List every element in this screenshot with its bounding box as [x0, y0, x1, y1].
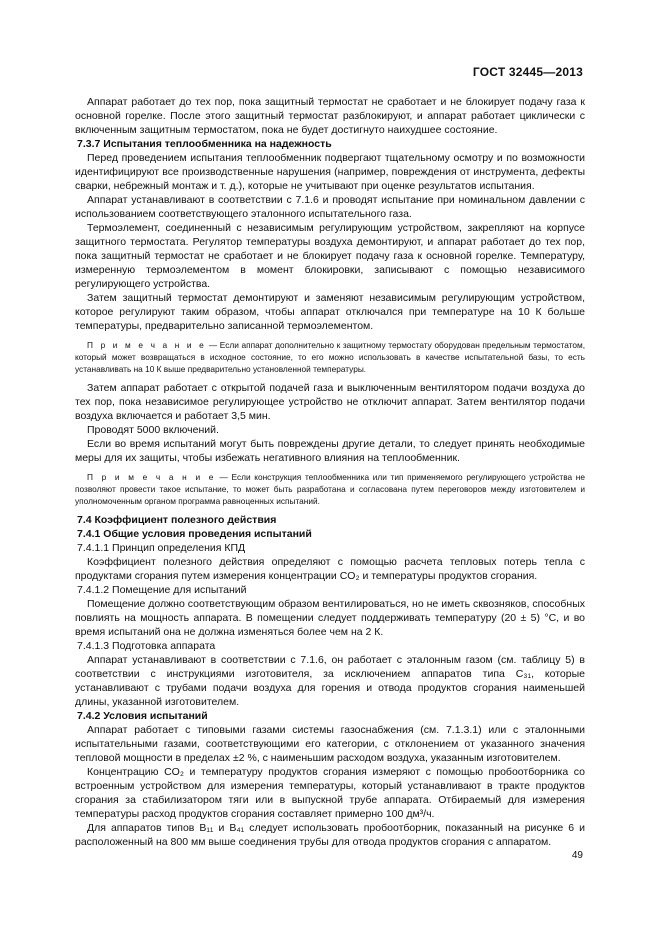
- paragraph: Для аппаратов типов B₁₁ и B₄₁ следует использовать пробоотборник, показанный на рисунке 6 и расположенный на 800 мм выше соединения трубы для отвода продуктов сгорания с аппаратом.: [75, 822, 585, 848]
- note: [75, 339, 585, 375]
- section-heading: 7.4.1 Общие условия проведения испытаний: [77, 528, 312, 540]
- subsection-heading: 7.4.1.3 Подготовка аппарата: [77, 640, 216, 652]
- section-heading: 7.3.7 Испытания теплообменника на надежность: [77, 138, 332, 150]
- note-label: П р и м е ч а н и е: [87, 340, 207, 350]
- paragraph: Коэффициент полезного действия определяют с помощью расчета тепловых потерь тепла с продуктами сгорания путем измерения концентрации CO₂ и температуры продуктов сгорания.: [75, 556, 585, 582]
- paragraph: Аппарат устанавливают в соответствии с 7.1.6 и проводят испытание при номинальном давлении с использованием соответствующего эталонного испытательного газа.: [75, 194, 585, 220]
- paragraph: Помещение должно соответствующим образом вентилироваться, но не иметь сквозняков, способных повлиять на мощность аппарата. В помещении следует поддерживать температуру (20 ± 5) °C, и во время испытаний она не должна изменяться более чем на 2 К.: [75, 598, 585, 638]
- section-heading: 7.4 Коэффициент полезного действия: [77, 514, 277, 526]
- note-text: — Если аппарат дополнительно к защитному термостату оборудован предельным термостатом, который может возвращаться в исходное состояние, то его можно использовать в качестве испытательной базы, то есть устанавливать на 10 К выше предварительно установленной температуры.: [75, 340, 586, 374]
- paragraph: Термоэлемент, соединенный с независимым регулирующим устройством, закрепляют на корпусе защитного термостата. Регулятор температуры воздуха демонтируют, и аппарат работает до тех пор, пока защитный термостат не сработает и не блокирует подачу газа к основной горелке. Температуру, измеренную термоэлементом в момент блокировки, записывают с помощью независимого регулирующего устройства.: [75, 222, 585, 290]
- document-id: ГОСТ 32445—2013: [472, 65, 583, 79]
- paragraph: Перед проведением испытания теплообменник подвергают тщательному осмотру и по возможности идентифицируют все производственные нарушения (например, повреждения от инструмента, дефекты сварки, небрежный монтаж и т. д.), которые не учитывают при оценке результатов испытания.: [75, 152, 585, 192]
- paragraph: Концентрацию CO₂ и температуру продуктов сгорания измеряют с помощью пробоотборника со встроенным устройством для измерения температуры, который устанавливают в тракте продуктов сгорания за стабилизатором тяги или в выпускной трубе аппарата. Отбираемый для измерения температуры расход продуктов сгорания составляет примерно 100 дм³/ч.: [75, 766, 585, 820]
- document-body: [75, 95, 585, 849]
- note: [75, 471, 585, 507]
- subsection-heading: 7.4.1.2 Помещение для испытаний: [77, 584, 247, 596]
- paragraph: Если во время испытаний могут быть повреждены другие детали, то следует принять необходимые меры для их защиты, чтобы избежать негативного влияния на теплообменник.: [75, 438, 585, 464]
- paragraph: Проводят 5000 включений.: [87, 424, 219, 436]
- note-text: — Если конструкция теплообменника или тип применяемого регулирующего устройства не позволяют провести такое испытание, то может быть разработана и согласована путем переговоров между изготовителем и уполномоченным органом программа равноценных испытаний.: [75, 472, 586, 506]
- subsection-heading: 7.4.1.1 Принцип определения КПД: [77, 542, 246, 554]
- note-label: П р и м е ч а н и е: [87, 472, 216, 482]
- paragraph: Аппарат работает до тех пор, пока защитный термостат не сработает и не блокирует подачу газа к основной горелке. После этого защитный термостат разблокируют, и аппарат работает циклически с включенным защитным термостатом, пока не будет достигнуто наихудшее состояние.: [75, 96, 585, 136]
- paragraph: Затем аппарат работает с открытой подачей газа и выключенным вентилятором подачи воздуха до тех пор, пока независимое регулирующее устройство не отключит аппарат. Затем вентилятор подачи воздуха включается и работает 3,5 мин.: [75, 382, 585, 422]
- paragraph: Аппарат устанавливают в соответствии с 7.1.6, он работает с эталонным газом (см. таблицу 5) в соответствии с инструкциями изготовителя, за исключением аппаратов типа C₃₁, которые устанавливают с трубами подачи воздуха для горения и отвода продуктов сгорания наименьшей длины, указанной изготовителем.: [75, 654, 585, 708]
- paragraph: Аппарат работает с типовыми газами системы газоснабжения (см. 7.1.3.1) или с эталонными испытательными газами, соответствующими его категории, с отклонением от указанного значения тепловой мощности в пределах ±2 %, с наименьшим расходом воздуха, указанным изготовителем.: [75, 724, 585, 764]
- section-heading: 7.4.2 Условия испытаний: [77, 710, 208, 722]
- page-number: 49: [571, 850, 583, 861]
- paragraph: Затем защитный термостат демонтируют и заменяют независимым регулирующим устройством, которое регулируют таким образом, чтобы аппарат отключался при температуре на 10 К больше температуры, предварительно записанной термоэлементом.: [75, 292, 585, 332]
